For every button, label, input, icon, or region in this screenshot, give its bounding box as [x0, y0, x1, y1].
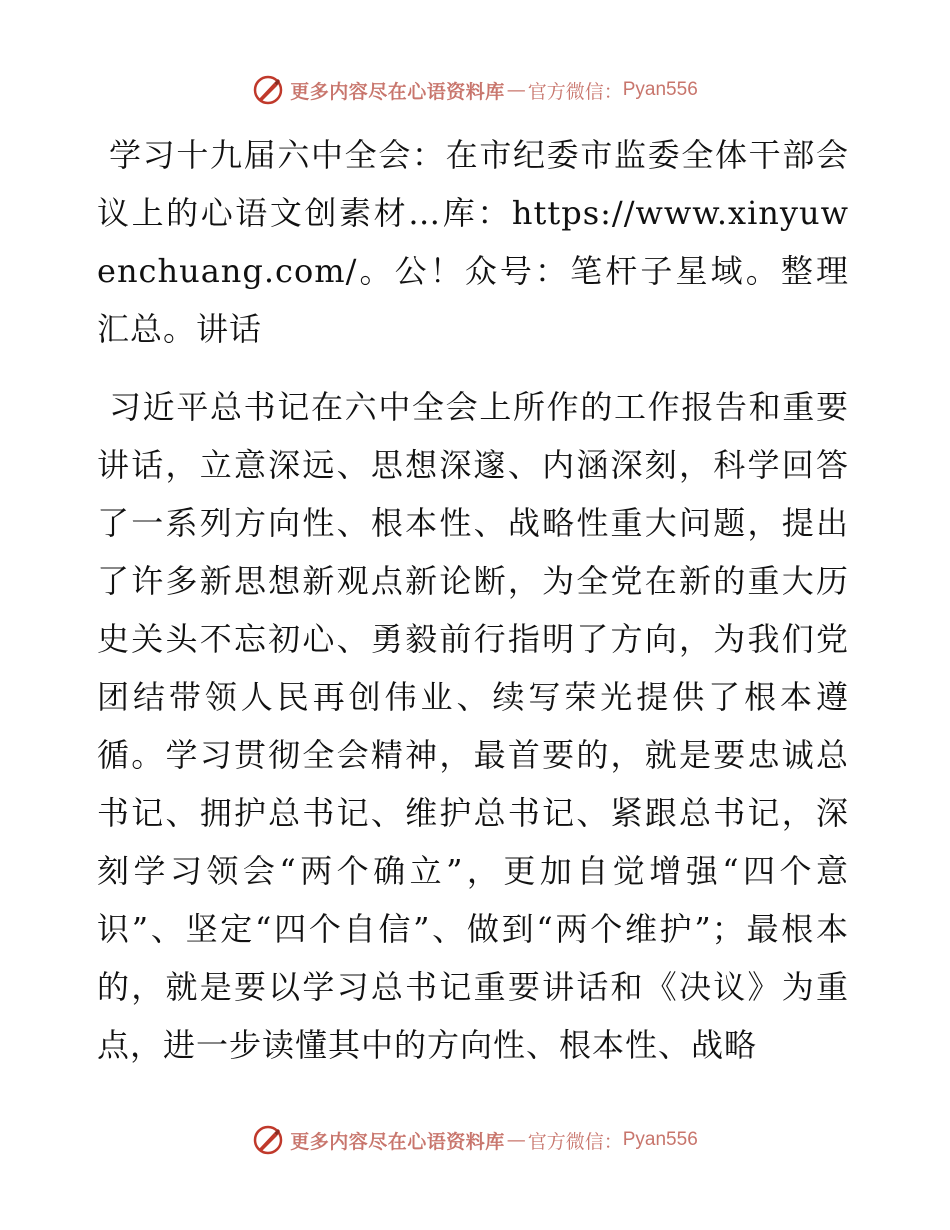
watermark-separator: — [506, 79, 526, 101]
header-watermark [0, 68, 950, 112]
watermark-sub-text: 官方微信： [527, 1130, 623, 1153]
watermark-main-text: 更多内容尽在心语资料库 [290, 1130, 505, 1153]
watermark-sub-text: 官方微信： [527, 80, 623, 103]
document-content [97, 126, 849, 1074]
watermark-separator: — [506, 1129, 526, 1151]
pen-logo-icon [252, 1124, 284, 1156]
watermark-account-id: Pyan556 [622, 79, 698, 100]
document-body-paragraph: 习近平总书记在六中全会上所作的工作报告和重要讲话，立意深远、思想深邃、内涵深刻，科学回答了一系列方向性、根本性、战略性重大问题，提出了许多新思想新观点新论断，为全党在新的重大历史关头不忘初心、勇毅前行指明了方向，为我们党团结带领人民再创伟业、续写荣光提供了根本遵循。学习贯彻全会精神，最首要的，就是要忠诚总书记、拥护总书记、维护总书记、紧跟总书记，深刻学习领会“两个确立”，更加自觉增强“四个意识”、坚定“四个自信”、做到“两个维护”；最根本的，就是要以学习总书记重要讲话和《决议》为重点，进一步读懂其中的方向性、根本性、战略 [97, 388, 849, 1064]
watermark-main-text: 更多内容尽在心语资料库 [290, 80, 505, 103]
footer-watermark [0, 1118, 950, 1162]
watermark-account-id: Pyan556 [622, 1129, 698, 1150]
document-title: 学习十九届六中全会：在市纪委市监委全体干部会议上的心语文创素材…库：https://www.xinyuwenchuang.com/。公！众号：笔杆子星域。整理汇总。讲话 [97, 136, 849, 348]
pen-logo-icon [252, 74, 284, 106]
